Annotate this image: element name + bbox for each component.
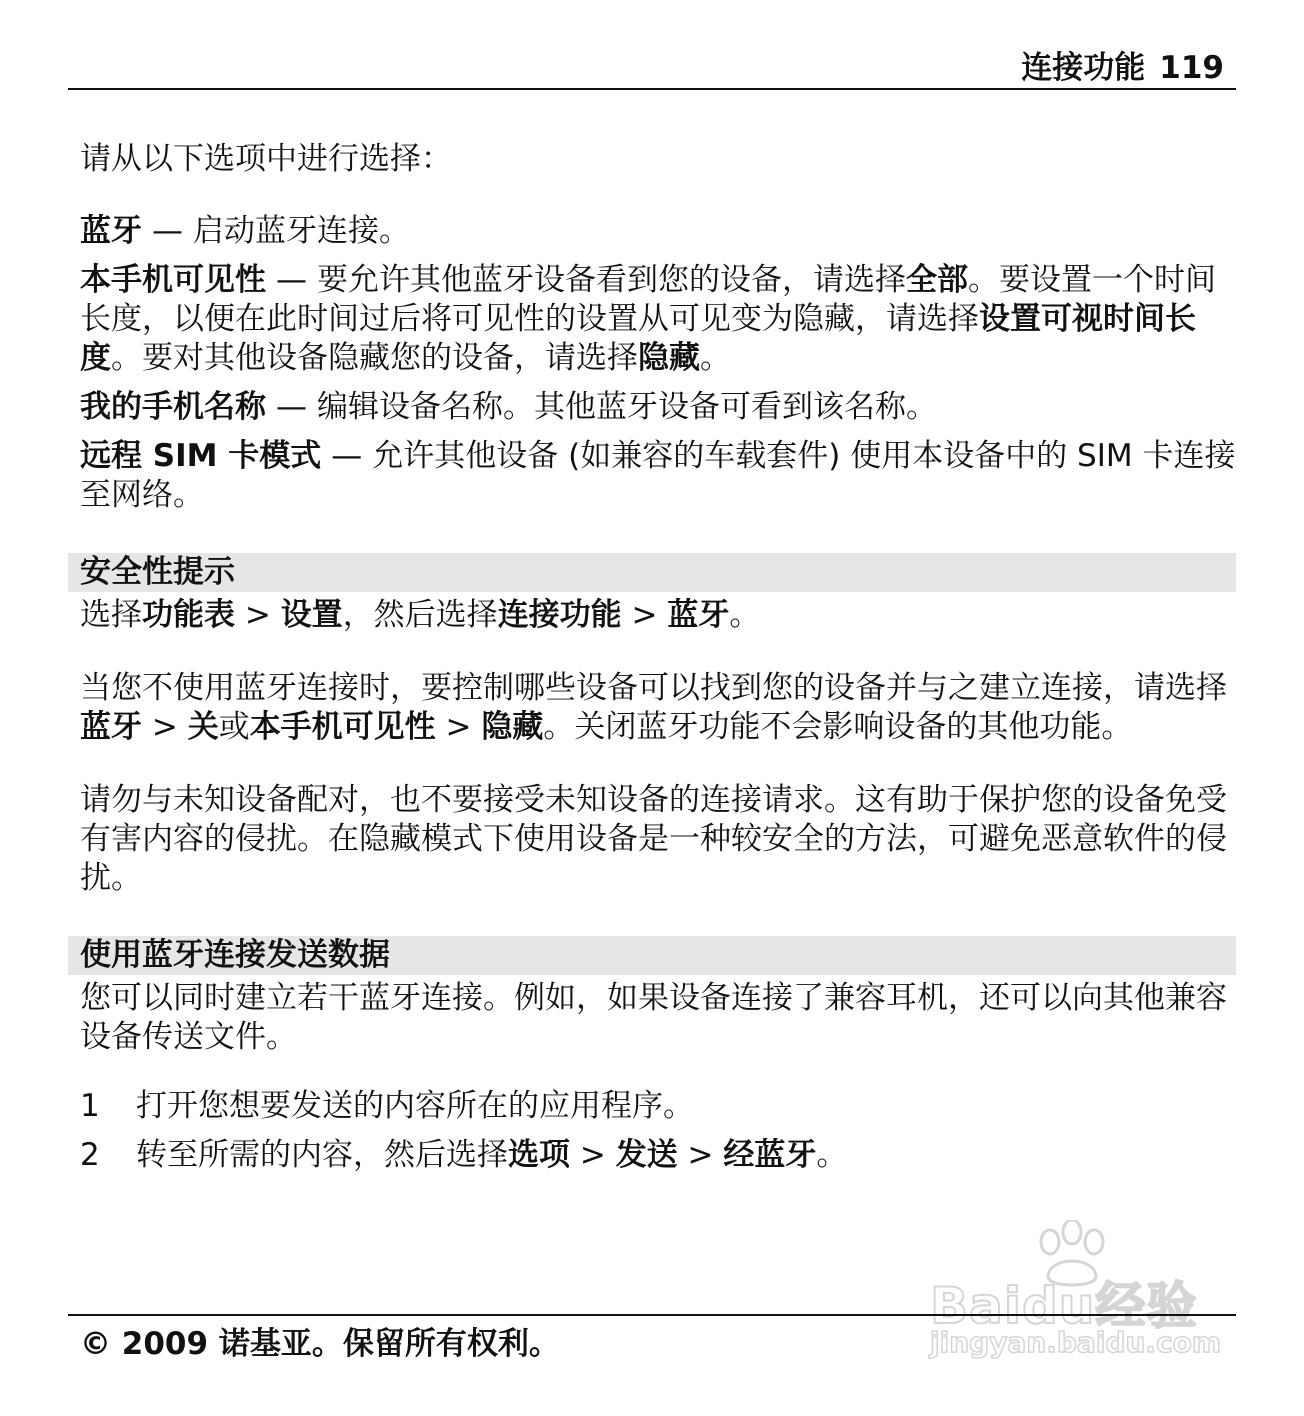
- text-run: 或: [218, 709, 250, 745]
- text-run: >: [677, 1137, 724, 1173]
- text-run: 。: [700, 340, 731, 376]
- menu-term: 隐藏: [481, 709, 544, 745]
- send-data-para: 您可以同时建立若干蓝牙连接。例如，如果设备连接了兼容耳机，还可以向其他兼容设备传送文件。: [80, 980, 1227, 1055]
- option-term: 远程 SIM 卡模式: [80, 438, 322, 474]
- security-para-2: [80, 669, 1236, 747]
- menu-term: 隐藏: [638, 340, 700, 376]
- menu-term: 蓝牙: [667, 597, 730, 633]
- option-bluetooth: [80, 212, 1236, 251]
- option-desc: [193, 213, 410, 249]
- text-run: 。关闭蓝牙功能不会影响设备的其他功能。: [543, 709, 1133, 745]
- option-term: 本手机可见性: [80, 262, 266, 298]
- page-header: [68, 44, 1236, 90]
- steps-list: [80, 1087, 1236, 1175]
- text-run: >: [621, 597, 668, 633]
- text-run: 。要对其他设备隐藏您的设备，请选择: [111, 340, 638, 376]
- list-item: [80, 1136, 1236, 1175]
- menu-term: 功能表: [142, 597, 235, 633]
- text-run: ，然后选择: [342, 597, 498, 633]
- option-visibility: [80, 261, 1236, 378]
- menu-term: 选项: [508, 1137, 570, 1173]
- text-run: 转至所需的内容，然后选择: [136, 1137, 508, 1173]
- text-run: 打开您想要发送的内容所在的应用程序。: [136, 1088, 694, 1124]
- menu-term: 全部: [906, 262, 968, 298]
- page-number: 119: [1159, 50, 1224, 86]
- text-run: 允许其他设备 (如兼容的车载套件) 使用本设备中的 SIM 卡连接至网络。: [80, 438, 1236, 513]
- running-header: [1021, 48, 1236, 88]
- text-run: 启动蓝牙连接。: [193, 213, 410, 249]
- step-number: 2: [80, 1137, 100, 1173]
- page-content: [80, 140, 1236, 1175]
- step-text: [136, 1087, 694, 1126]
- menu-term: 经蓝牙: [723, 1137, 817, 1173]
- page-footer: [68, 1314, 1236, 1364]
- security-para-1: [80, 596, 1236, 635]
- menu-term: 连接功能: [497, 597, 622, 633]
- text-run: 当您不使用蓝牙连接时，要控制哪些设备可以找到您的设备并与之建立连接，请选择: [80, 670, 1227, 706]
- text-run: 编辑设备名称。其他蓝牙设备可看到该名称。: [317, 389, 937, 425]
- list-item: [80, 1087, 1236, 1126]
- text-run: 请勿与未知设备配对，也不要接受未知设备的连接请求。这有助于保护您的设备免受有害内容的侵扰。在隐藏模式下使用设备是一种较安全的方法，可避免恶意软件的侵扰。: [80, 782, 1227, 896]
- text-run: >: [235, 597, 281, 633]
- text-run: >: [435, 709, 482, 745]
- menu-term: 关: [187, 709, 219, 745]
- watermark-url: jingyan.baidu.com: [930, 1326, 1222, 1359]
- section-heading-send-data: 使用蓝牙连接发送数据: [68, 936, 1236, 975]
- watermark-logo: Baidu经验: [930, 1277, 1198, 1335]
- option-term: 我的手机名称: [80, 389, 266, 425]
- text-run: >: [142, 709, 188, 745]
- em-dash: —: [276, 262, 307, 298]
- option-phone-name: [80, 388, 1236, 427]
- text-run: 。要设置一个时间长度，以便在此时间过后将可见性的设置从可见变为隐藏，请选择: [80, 262, 1216, 337]
- em-dash: —: [331, 438, 363, 474]
- text-run: 。: [816, 1137, 848, 1173]
- menu-term: 蓝牙: [80, 709, 142, 745]
- em-dash: —: [152, 213, 183, 249]
- intro-text: 请从以下选项中进行选择：: [80, 141, 452, 177]
- section-heading-security: 安全性提示: [68, 553, 1236, 592]
- menu-term: 本手机可见性: [249, 709, 436, 745]
- copyright: © 2009 诺基亚。保留所有权利。: [80, 1326, 560, 1362]
- option-term: 蓝牙: [80, 213, 142, 249]
- menu-term: 设置: [280, 597, 343, 633]
- text-run: 。: [729, 597, 761, 633]
- text-run: 要允许其他蓝牙设备看到您的设备，请选择: [317, 262, 906, 298]
- header-title: 连接功能: [1021, 50, 1146, 86]
- option-remote-sim: [80, 437, 1236, 515]
- menu-term: 设置可视时间长度: [80, 301, 1196, 376]
- em-dash: —: [276, 389, 307, 425]
- text-run: >: [570, 1137, 616, 1173]
- security-para-3: [80, 781, 1236, 898]
- text-run: 选择: [80, 597, 142, 633]
- menu-term: 发送: [615, 1137, 678, 1173]
- step-text: [136, 1136, 847, 1175]
- option-desc: [317, 389, 937, 425]
- step-number: 1: [80, 1088, 100, 1124]
